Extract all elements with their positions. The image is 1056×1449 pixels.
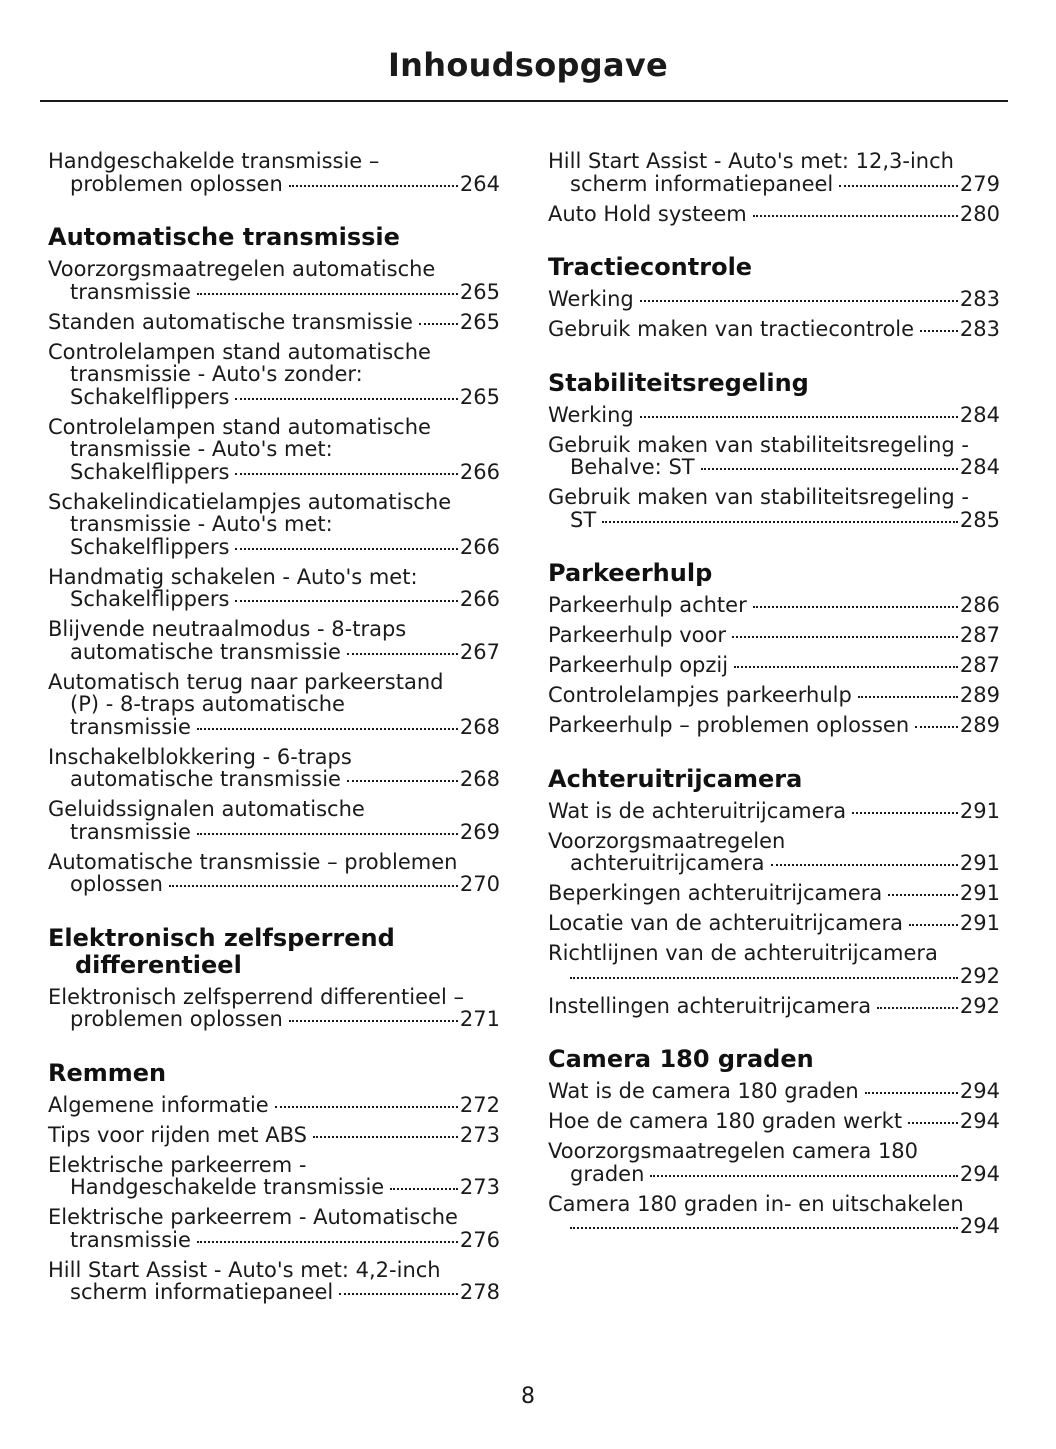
toc-entry-text: scherm informatiepaneel (70, 1280, 334, 1304)
toc-entry-text: Locatie van de achteruitrijcamera (548, 911, 903, 935)
toc-entry-last-line (548, 288, 1000, 311)
dot-leader (858, 696, 958, 698)
toc-entry[interactable] (548, 486, 1000, 531)
toc-entry[interactable] (48, 1124, 500, 1147)
toc-entry-text: Algemene informatie (48, 1092, 269, 1117)
section-heading-line: Tractiecontrole (548, 253, 753, 281)
toc-page-number: 266 (459, 459, 500, 484)
toc-page-number: 294 (959, 1109, 1000, 1133)
section-heading (548, 370, 1000, 397)
toc-entry-text: transmissie (70, 279, 191, 304)
section-heading-line: differentieel (75, 950, 242, 979)
toc-entry-line: Richtlijnen van de achteruitrijcamera (548, 941, 938, 965)
toc-entry-last-line (548, 1080, 1000, 1103)
toc-page-number: 266 (459, 534, 500, 559)
toc-entry[interactable] (548, 654, 1000, 677)
toc-entry-last-line (548, 1110, 1000, 1133)
toc-entry-line: Hill Start Assist - Auto's met: 4,2-inch (48, 1257, 441, 1282)
toc-page-number: 267 (459, 639, 500, 664)
toc-entry-text: transmissie (70, 819, 191, 844)
toc-page-number: 289 (959, 683, 1000, 707)
dot-leader (753, 215, 958, 217)
toc-page-number: 280 (959, 201, 1000, 226)
toc-page-number: 272 (459, 1092, 500, 1117)
dot-leader (732, 636, 958, 638)
toc-entry[interactable] (548, 714, 1000, 737)
toc-page-number: 266 (459, 587, 500, 611)
toc-entry-last-line (48, 641, 500, 664)
toc-page-number: 265 (459, 279, 500, 304)
toc-page-number: 285 (959, 507, 1000, 532)
toc-entry[interactable] (48, 746, 500, 791)
toc-page-number: 270 (459, 872, 500, 896)
toc-page-number: 291 (959, 851, 1000, 875)
dot-leader (235, 398, 457, 400)
section-heading-line: Achteruitrijcamera (548, 764, 803, 793)
toc-entry-line: Elektrische parkeerrem - (48, 1152, 307, 1177)
toc-entry-text: problemen oplossen (70, 171, 283, 196)
dot-leader (289, 185, 458, 187)
toc-entry-last-line (548, 995, 1000, 1018)
section-heading-line: Automatische transmissie (48, 223, 400, 251)
toc-entry-line: Geluidssignalen automatische (48, 797, 365, 821)
toc-entry-line: Blijvende neutraalmodus - 8-traps (48, 617, 407, 641)
toc-entry[interactable] (548, 800, 1000, 823)
dot-leader (197, 293, 458, 295)
dot-leader (570, 1227, 958, 1229)
dot-leader (197, 728, 458, 730)
toc-entry-text: Schakelflippers (70, 384, 230, 409)
dot-leader (865, 1092, 958, 1094)
toc-entry-line: Automatische transmissie – problemen (48, 849, 458, 874)
page-number: 8 (521, 1384, 535, 1409)
toc-entry-last-line (48, 386, 500, 409)
toc-entry[interactable] (548, 434, 1000, 479)
toc-entry[interactable] (548, 318, 1000, 341)
toc-entry-last-line (548, 852, 1000, 875)
section-heading-line: Camera 180 graden (548, 1045, 814, 1073)
toc-entry-last-line (48, 873, 500, 896)
dot-leader (915, 726, 958, 728)
dot-leader (839, 185, 958, 187)
toc-page-number: 269 (459, 819, 500, 844)
section-heading-line: Elektronisch zelfsperrend (48, 923, 395, 952)
dot-leader (235, 600, 457, 602)
dot-leader (289, 1020, 458, 1022)
toc-right-column (548, 150, 1000, 1245)
toc-entry-line: Automatisch terug naar parkeerstand (48, 669, 444, 694)
toc-page-number: 284 (959, 402, 1000, 427)
dot-leader (771, 864, 958, 866)
toc-entry-line: transmissie - Auto's met: (70, 437, 333, 461)
toc-entry-line: Elektronisch zelfsperrend differentieel – (48, 984, 464, 1009)
toc-entry[interactable] (48, 986, 500, 1031)
toc-page-number: 294 (959, 1161, 1000, 1186)
dot-leader (650, 1175, 958, 1177)
toc-entry-last-line (548, 684, 1000, 707)
toc-entry-text: Parkeerhulp voor (548, 623, 726, 647)
toc-page-number: 265 (459, 384, 500, 409)
toc-entry-line: transmissie - Auto's met: (70, 512, 333, 536)
toc-entry-line: Hill Start Assist - Auto's met: 12,3-inch (548, 149, 954, 173)
dot-leader (313, 1136, 458, 1138)
toc-page-number: 273 (459, 1122, 500, 1147)
dot-leader (734, 666, 958, 668)
dot-leader (701, 468, 958, 470)
toc-entry[interactable] (548, 830, 1000, 875)
section-heading (48, 224, 500, 251)
toc-entry-line: transmissie - Auto's zonder: (70, 362, 363, 386)
toc-entry-last-line (548, 912, 1000, 935)
toc-left-column (48, 150, 500, 1311)
toc-entry[interactable] (548, 594, 1000, 617)
dot-leader (235, 548, 457, 550)
dot-leader (909, 924, 958, 926)
toc-entry[interactable] (548, 1193, 1000, 1238)
toc-entry-line: (P) - 8-traps automatische (70, 692, 345, 716)
toc-entry[interactable] (48, 566, 500, 611)
toc-entry[interactable] (48, 416, 500, 484)
toc-entry-line: Voorzorgsmaatregelen camera 180 (548, 1139, 919, 1163)
toc-page-number: 278 (459, 1280, 500, 1304)
dot-leader (602, 521, 958, 523)
toc-entry-text: achteruitrijcamera (570, 851, 765, 875)
toc-entry-text: Schakelflippers (70, 587, 230, 611)
toc-entry-text: oplossen (70, 872, 163, 896)
toc-entry-last-line (48, 1124, 500, 1147)
section-heading-line: Remmen (48, 1058, 167, 1087)
toc-entry-text: Schakelflippers (70, 534, 230, 559)
toc-entry[interactable] (48, 618, 500, 663)
toc-entry-text: scherm informatiepaneel (570, 171, 834, 196)
toc-entry[interactable] (548, 912, 1000, 935)
toc-entry-line: Handmatig schakelen - Auto's met: (48, 564, 418, 589)
section-heading (548, 254, 1000, 281)
toc-page-number: 289 (959, 713, 1000, 737)
toc-entry-last-line (548, 800, 1000, 823)
toc-entry-last-line (548, 594, 1000, 617)
toc-entry[interactable] (548, 150, 1000, 195)
toc-entry-text: automatische transmissie (70, 767, 341, 791)
toc-page-number: 268 (459, 714, 500, 739)
toc-entry-text: Tips voor rijden met ABS (48, 1122, 307, 1147)
section-heading (48, 925, 500, 979)
toc-entry-last-line (548, 456, 1000, 479)
toc-page-number: 291 (959, 911, 1000, 935)
toc-entry-line: Schakelindicatielampjes automatische (48, 489, 452, 514)
toc-entry-text: problemen oplossen (70, 1007, 283, 1031)
toc-entry-last-line (548, 173, 1000, 196)
section-heading (48, 1060, 500, 1087)
toc-page-number: 271 (459, 1007, 500, 1031)
dot-leader (640, 300, 958, 302)
toc-entry-line: Gebruik maken van stabiliteitsregeling - (548, 432, 970, 457)
toc-entry-text: Wat is de achteruitrijcamera (548, 798, 847, 823)
toc-entry-text: Auto Hold systeem (548, 201, 747, 226)
toc-page-number: 268 (459, 767, 500, 791)
dot-leader (347, 780, 458, 782)
toc-page-number: 283 (959, 287, 1000, 311)
toc-entry-text: Werking (548, 287, 634, 311)
toc-page-number: 276 (459, 1227, 500, 1252)
dot-leader (888, 894, 958, 896)
dot-leader (235, 473, 457, 475)
dot-leader (347, 653, 458, 655)
dot-leader (570, 977, 958, 979)
section-heading (548, 560, 1000, 587)
dot-leader (339, 1293, 458, 1295)
toc-entry-line: Elektrische parkeerrem - Automatische (48, 1205, 458, 1229)
toc-entry[interactable] (548, 995, 1000, 1018)
toc-entry[interactable] (48, 311, 500, 334)
toc-page-number: 283 (959, 317, 1000, 341)
toc-entry-text: Handgeschakelde transmissie (70, 1175, 385, 1199)
toc-entry[interactable] (48, 1154, 500, 1199)
toc-entry-last-line (48, 821, 500, 844)
dot-leader (197, 833, 458, 835)
dot-leader (852, 812, 958, 814)
section-heading-line: Parkeerhulp (548, 559, 713, 587)
toc-entry-last-line (48, 1008, 500, 1031)
toc-entry-text: Wat is de camera 180 graden (548, 1079, 859, 1103)
toc-entry-line: Camera 180 graden in- en uitschakelen (548, 1191, 964, 1216)
toc-entry[interactable] (48, 491, 500, 559)
toc-entry[interactable] (48, 341, 500, 409)
dot-leader (197, 1241, 458, 1243)
toc-entry[interactable] (48, 1206, 500, 1251)
toc-entry-last-line (48, 768, 500, 791)
toc-entry-last-line (548, 509, 1000, 532)
toc-entry[interactable] (48, 671, 500, 739)
toc-entry[interactable] (548, 624, 1000, 647)
toc-entry[interactable] (48, 150, 500, 195)
toc-entry-line: Controlelampen stand automatische (48, 339, 431, 364)
toc-entry-text: Parkeerhulp opzij (548, 653, 729, 677)
toc-entry[interactable] (48, 798, 500, 843)
dot-leader (877, 1007, 958, 1009)
toc-entry-text: Schakelflippers (70, 459, 230, 484)
toc-entry-text: Parkeerhulp – problemen oplossen (548, 713, 910, 737)
toc-entry[interactable] (548, 1110, 1000, 1133)
toc-entry[interactable] (48, 258, 500, 303)
toc-page-number: 286 (959, 593, 1000, 617)
toc-entry-text: Instellingen achteruitrijcamera (548, 993, 872, 1018)
toc-entry-last-line (548, 203, 1000, 226)
toc-entry-last-line (548, 882, 1000, 905)
toc-entry[interactable] (548, 288, 1000, 311)
dot-leader (390, 1188, 458, 1190)
toc-entry-line: Voorzorgsmaatregelen (548, 828, 786, 853)
toc-entry-last-line (548, 318, 1000, 341)
toc-entry-text: Gebruik maken van tractiecontrole (548, 317, 915, 341)
toc-entry-line: Voorzorgsmaatregelen automatische (48, 257, 436, 281)
toc-entry-last-line (548, 654, 1000, 677)
dot-leader (419, 323, 458, 325)
toc-entry-last-line (48, 1281, 500, 1304)
toc-entry-text: Behalve: ST (570, 455, 695, 479)
dot-leader (908, 1122, 958, 1124)
toc-entry-last-line (548, 624, 1000, 647)
page-title: Inhoudsopgave (387, 46, 669, 84)
toc-page-number: 294 (959, 1079, 1000, 1103)
dot-leader (169, 885, 458, 887)
toc-entry[interactable] (48, 1259, 500, 1304)
toc-entry[interactable] (548, 203, 1000, 226)
toc-entry[interactable] (548, 942, 1000, 987)
toc-entry-text: automatische transmissie (70, 639, 341, 664)
toc-entry-last-line (48, 716, 500, 739)
toc-entry-last-line (548, 714, 1000, 737)
toc-entry-text: Werking (548, 402, 634, 427)
toc-entry-last-line (48, 461, 500, 484)
toc-entry-last-line (48, 1176, 500, 1199)
toc-page-number: 291 (959, 798, 1000, 823)
toc-entry[interactable] (548, 1140, 1000, 1185)
toc-entry-last-line (48, 281, 500, 304)
toc-entry-text: Hoe de camera 180 graden werkt (548, 1109, 903, 1133)
toc-entry-text: graden (570, 1161, 645, 1186)
toc-entry[interactable] (48, 851, 500, 896)
toc-page-number: 264 (459, 171, 500, 196)
toc-entry-last-line (48, 536, 500, 559)
toc-page-number: 291 (959, 881, 1000, 905)
toc-page-number: 265 (459, 309, 500, 334)
toc-page-number: 284 (959, 455, 1000, 479)
toc-entry[interactable] (48, 1094, 500, 1117)
dot-leader (920, 330, 958, 332)
toc-page-number: 273 (459, 1175, 500, 1199)
dot-leader (640, 416, 958, 418)
section-heading-line: Stabiliteitsregeling (548, 368, 809, 397)
toc-page-number: 279 (959, 171, 1000, 196)
toc-entry-text: Controlelampjes parkeerhulp (548, 683, 852, 707)
toc-page-number: 294 (959, 1214, 1000, 1238)
toc-entry-line: Controlelampen stand automatische (48, 414, 431, 439)
toc-entry-text: ST (570, 507, 597, 532)
toc-entry-last-line (48, 588, 500, 611)
dot-leader (753, 606, 958, 608)
toc-page-number: 292 (959, 963, 1000, 988)
toc-entry-last-line (548, 1163, 1000, 1186)
toc-entry-line: Handgeschakelde transmissie – (48, 149, 380, 173)
toc-page-number: 287 (959, 623, 1000, 647)
title-divider (40, 100, 1008, 102)
dot-leader (275, 1106, 458, 1108)
toc-entry[interactable] (548, 1080, 1000, 1103)
toc-entry-last-line (548, 404, 1000, 427)
toc-entry-last-line (48, 1229, 500, 1252)
toc-page-number: 287 (959, 653, 1000, 677)
toc-entry-text: transmissie (70, 714, 191, 739)
toc-entry-last-line (48, 173, 500, 196)
section-heading (548, 766, 1000, 793)
toc-entry[interactable] (548, 882, 1000, 905)
toc-page-number: 292 (959, 993, 1000, 1018)
toc-entry-last-line (48, 1094, 500, 1117)
toc-entry-text: Beperkingen achteruitrijcamera (548, 881, 883, 905)
toc-entry-last-line (548, 965, 1000, 988)
toc-entry-text: Parkeerhulp achter (548, 593, 747, 617)
toc-entry-last-line (548, 1215, 1000, 1238)
toc-entry[interactable] (548, 684, 1000, 707)
toc-entry-line: Inschakelblokkering - 6-traps (48, 744, 352, 769)
toc-entry-last-line (48, 311, 500, 334)
toc-entry-text: Standen automatische transmissie (48, 309, 413, 334)
section-heading (548, 1046, 1000, 1073)
toc-entry-line: Gebruik maken van stabiliteitsregeling - (548, 485, 970, 509)
toc-entry[interactable] (548, 404, 1000, 427)
toc-entry-text: transmissie (70, 1227, 191, 1252)
